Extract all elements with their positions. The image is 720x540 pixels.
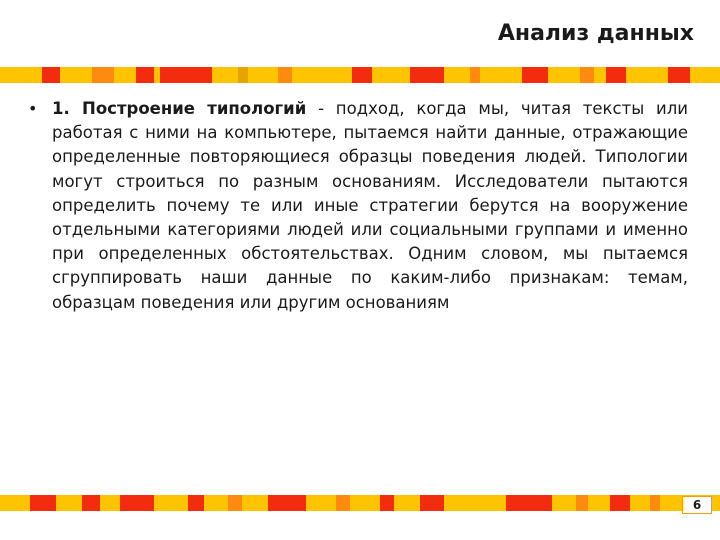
stripe-block (650, 495, 660, 511)
stripe-block (580, 67, 594, 83)
stripe-block (336, 495, 350, 511)
stripe-block (610, 495, 630, 511)
stripe-block (120, 495, 154, 511)
bullet-lead: 1. Построение типологий (52, 99, 307, 118)
bullet-marker: • (28, 99, 38, 118)
stripe-block (82, 495, 100, 511)
stripe-block (278, 67, 292, 83)
stripe-block (188, 495, 204, 511)
page-number: 6 (682, 496, 712, 514)
stripe-block (160, 67, 212, 83)
top-decorative-stripe (0, 67, 720, 83)
stripe-block (238, 67, 248, 83)
stripe-block (380, 495, 394, 511)
stripe-block (506, 495, 552, 511)
content-bullets (28, 97, 688, 315)
stripe-block (470, 67, 480, 83)
slide-title: Анализ данных (497, 21, 694, 46)
bullet-item (28, 97, 688, 315)
stripe-block (606, 67, 626, 83)
stripe-block (420, 495, 444, 511)
stripe-block (30, 495, 56, 511)
stripe-block (522, 67, 548, 83)
stripe-block (136, 67, 154, 83)
stripe-block (92, 67, 114, 83)
stripe-block (668, 67, 690, 83)
stripe-block (42, 67, 60, 83)
bullet-text: - подход, когда мы, читая тексты или работая с ними на компьютере, пытаемся найти данные, отражающие определенные повторяющиеся образцы поведения людей. Типологии могут строиться по разным основаниям. Исследователи пытаются определить почему те или иные стратегии берутся на вооружение отдельными категориями людей или социальными группами и именно при определенных обстоятельствах. Одним словом, мы пытаемся сгруппировать наши данные по каким-либо признакам: темам, образцам поведения или другим основаниям (52, 99, 688, 312)
bottom-decorative-stripe (0, 495, 720, 511)
stripe-block (228, 495, 242, 511)
stripe-block (576, 495, 588, 511)
stripe-block (268, 495, 306, 511)
stripe-block (352, 67, 372, 83)
stripe-block (410, 67, 444, 83)
